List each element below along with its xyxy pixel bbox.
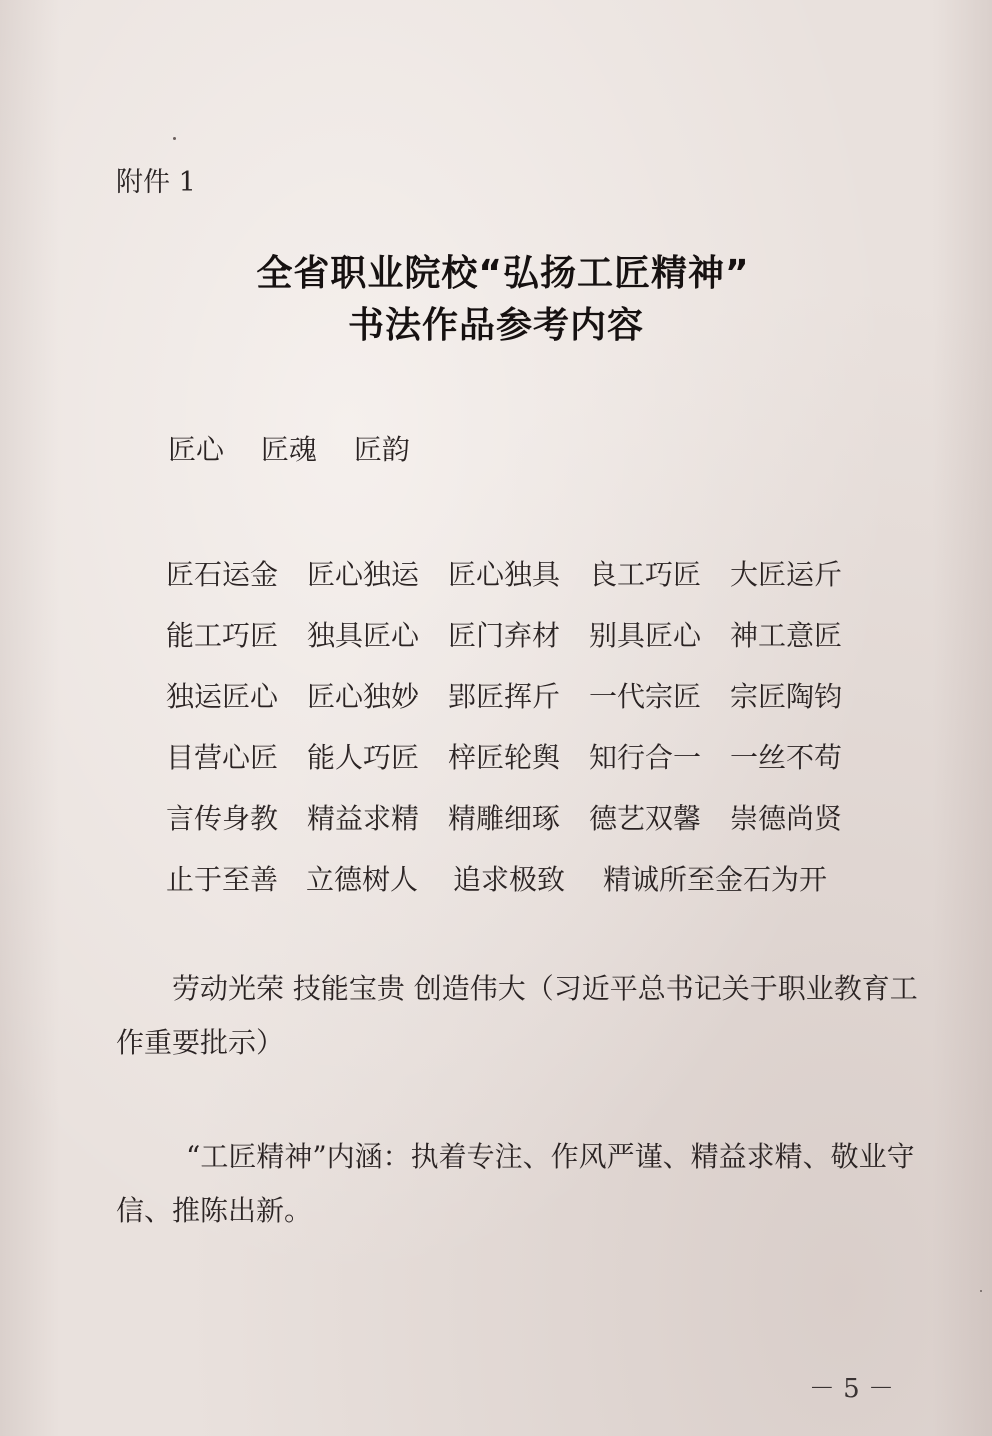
phrase-item: 良工巧匠 — [589, 557, 702, 591]
title-line-2: 书法作品参考内容 — [347, 305, 644, 346]
paper-speck — [980, 1290, 982, 1292]
page-number — [0, 1368, 992, 1405]
phrase-item: 梓匠轮舆 — [448, 740, 561, 774]
phrase-item: 匠心独具 — [448, 557, 561, 591]
trio-phrases — [168, 428, 438, 468]
trio-item: 匠韵 — [353, 433, 410, 466]
phrase-grid — [166, 542, 871, 908]
phrase-item: 能人巧匠 — [307, 740, 420, 774]
phrase-item: 能工巧匠 — [166, 618, 279, 652]
phrase-row — [166, 725, 871, 786]
phrase-item: 神工意匠 — [730, 618, 843, 652]
labor-quote-paragraph: 劳动光荣 技能宝贵 创造伟大（习近平总书记关于职业教育工作重要批示） — [116, 972, 918, 1059]
paper-speck — [173, 137, 176, 140]
phrase-item: 目营心匠 — [166, 740, 279, 774]
phrase-item: 独运匠心 — [166, 679, 279, 713]
phrase-row — [166, 542, 871, 603]
phrase-item: 言传身教 — [166, 801, 279, 835]
document-title — [0, 248, 992, 352]
trio-item: 匠心 — [168, 433, 225, 466]
phrase-item: 精益求精 — [307, 801, 420, 835]
phrase-item: 精雕细琢 — [448, 801, 561, 835]
phrase-item: 止于至善 — [166, 862, 279, 896]
phrase-row — [166, 847, 871, 908]
attachment-label: 附件 1 — [116, 167, 196, 198]
phrase-item: 追求极致 — [453, 862, 566, 896]
phrase-row — [166, 603, 871, 664]
phrase-item: 一代宗匠 — [589, 679, 702, 713]
phrase-item: 崇德尚贤 — [730, 801, 843, 835]
phrase-item: 郢匠挥斤 — [448, 679, 561, 713]
phrase-item: 大匠运斤 — [730, 557, 843, 591]
phrase-item: 精诚所至金石为开 — [603, 862, 828, 896]
phrase-item: 匠石运金 — [166, 557, 279, 591]
phrase-item: 匠心独运 — [307, 557, 420, 591]
phrase-row — [166, 786, 871, 847]
phrase-item: 知行合一 — [589, 740, 702, 774]
phrase-item: 匠门弃材 — [448, 618, 561, 652]
phrase-item: 一丝不苟 — [730, 740, 843, 774]
trio-item: 匠魂 — [260, 433, 317, 466]
page-number-text: － 5 － — [808, 1374, 894, 1404]
phrase-item: 德艺双馨 — [589, 801, 702, 835]
phrase-row — [166, 664, 871, 725]
phrase-item: 宗匠陶钧 — [730, 679, 843, 713]
phrase-item: 立德树人 — [306, 862, 419, 896]
title-line-1: 全省职业院校“弘扬工匠精神” — [256, 253, 750, 294]
phrase-item: 匠心独妙 — [307, 679, 420, 713]
craftsman-spirit-paragraph: “工匠精神”内涵：执着专注、作风严谨、精益求精、敬业守信、推陈出新。 — [116, 1140, 915, 1227]
phrase-item: 别具匠心 — [589, 618, 702, 652]
phrase-item: 独具匠心 — [307, 618, 420, 652]
